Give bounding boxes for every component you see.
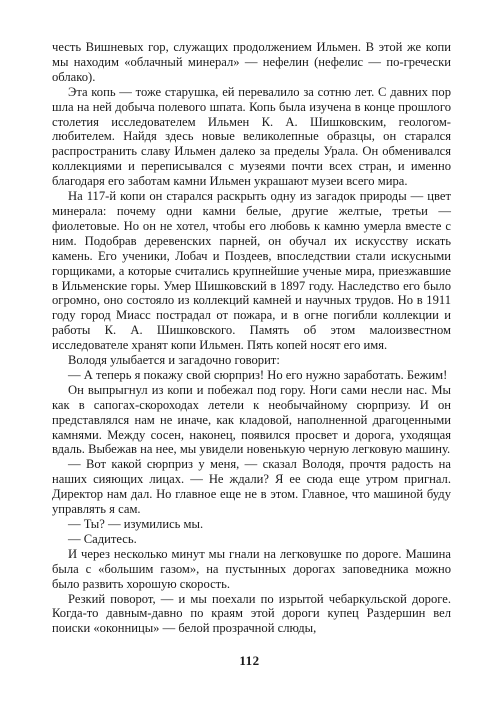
page-number: 112	[239, 653, 260, 668]
paragraph-7: — Вот какой сюрприз у меня, — сказал Володя, прочтя радость на наших сияющих лицах. — Не ждали? Я ее сюда еще утром пригнал. Директор нам дал. Но главное еще не в этом. Главное, что машиной буду управлять я сам.	[52, 457, 451, 517]
paragraph-2: Эта копь — тоже старушка, ей перевалило за сотню лет. С давних пор шла на ней добыча полевого шпата. Копь была изучена в конце прошлого столетия исследователем Ильмен К. А. Шишковским, геологом-любителем. Найдя здесь новые великолепные образцы, он старался распространить славу Ильмен далеко за пределы Урала. Он обменивался коллекциями и переписывался с музеями почти всех стран, и именно благодаря его заботам камни Ильмен украшают музеи всего мира.	[52, 84, 451, 189]
paragraph-8: — Ты? — изумились мы.	[68, 517, 204, 531]
paragraph-4: Володя улыбается и загадочно говорит:	[68, 353, 280, 368]
page-body-text	[52, 40, 451, 636]
paragraph-9: — Садитесь.	[68, 531, 137, 546]
paragraph-11: Резкий поворот, — и мы поехали по изрытой чебаркульской дороге. Когда-то давным-давно по краям этой дороги купец Раздершин вел поиски «оконницы» — белой прозрачной слюды,	[52, 591, 451, 636]
paragraph-10: И через несколько минут мы гнали на легковушке по дороге. Машина была с «большим газом», на пустынных дорогах заповедника можно было развить хорошую скорость.	[52, 546, 451, 591]
paragraph-1: честь Вишневых гор, служащих продолжением Ильмен. В этой же копи мы находим «облачный минерал» — нефелин (нефелис — по-гречески облако).	[52, 40, 451, 84]
paragraph-6: Он выпрыгнул из копи и побежал под гору. Ноги сами несли нас. Мы как в сапогах-скороходах летели к необычайному сюрпризу. И он представлялся нам не иначе, как кладовой, наполненной драгоценными камнями. Между сосен, наконец, появился просвет и дорога, уходящая вдаль. Выбежав на нее, мы увидели новенькую черную легковую машину.	[52, 382, 451, 457]
paragraph-5: — А теперь я покажу свой сюрприз! Но его нужно заработать. Бежим!	[68, 367, 448, 382]
paragraph-3: На 117-й копи он старался раскрыть одну из загадок природы — цвет минерала: почему одни камни белые, другие желтые, третьи — фиолетовые. Но он не хотел, чтобы его любовь к камню умерла вместе с ним. Подобрав деревенских парней, он обучал их искусству искать камень. Его ученики, Лобач и Поздеев, впоследствии стали искусными горщиками, а которые считались крупнейшие ученые мира, приезжавшие в Ильменские горы. Умер Шишковский в 1897 году. Наследство его было огромно, оно состояло из коллекций камней и научных трудов. Но в 1911 году город Миасс пострадал от пожара, и в огне погибли коллекции и работы К. А. Шишковского. Память об этом малоизвестном исследователе хранят копи Ильмен. Пять копей носят его имя.	[52, 189, 451, 353]
